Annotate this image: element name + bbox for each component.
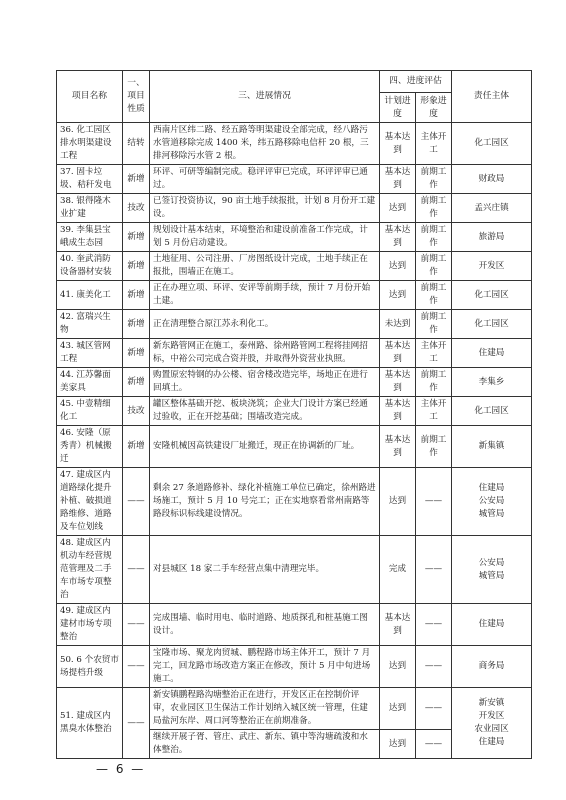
table-row bbox=[57, 688, 532, 730]
image-status: —— bbox=[416, 646, 452, 688]
progress-text: 安隆机械因高铁建设厂址搬迁，现正在协调新的厂址。 bbox=[150, 426, 380, 468]
progress-text: 新东路管网正在施工，泰州路、徐州路管网工程将挂网招标，中裕公司完成合资并股，并取得外资营业执照。 bbox=[150, 339, 380, 368]
plan-status: 达到 bbox=[380, 688, 416, 730]
table-row bbox=[57, 646, 532, 688]
progress-text: 对县城区 18 家二手车经营点集中清理完毕。 bbox=[150, 536, 380, 604]
project-nature: 新增 bbox=[123, 368, 150, 397]
table-row bbox=[57, 223, 532, 252]
header-evaluation: 四、进度评估 bbox=[380, 71, 452, 93]
plan-status: 达到 bbox=[380, 646, 416, 688]
table-row bbox=[57, 368, 532, 397]
project-name: 48. 建成区内机动车经营规范管理及二手车市场专项整治 bbox=[57, 536, 123, 604]
progress-text: 已签订投资协议，90 亩土地手续报批，计划 8 月份开工建设。 bbox=[150, 194, 380, 223]
project-nature: —— bbox=[123, 536, 150, 604]
project-nature: —— bbox=[123, 646, 150, 688]
page-number: — 6 — bbox=[96, 762, 146, 776]
progress-text: 继续开展子胥、管庄、武庄、新东、镇中等沟塘疏浚和水体整治。 bbox=[150, 730, 380, 759]
progress-text: 环评、可研等编制完成。稳评评审已完成，环评评审已通过。 bbox=[150, 165, 380, 194]
progress-text: 购置原宏特钢的办公楼、宿舍楼改造完毕，场地正在进行回填土。 bbox=[150, 368, 380, 397]
image-status: 前期工作 bbox=[416, 426, 452, 468]
owner: 公安局 城管局 bbox=[452, 536, 532, 604]
owner: 住建局 bbox=[452, 604, 532, 646]
owner: 新集镇 bbox=[452, 426, 532, 468]
plan-status: 达到 bbox=[380, 194, 416, 223]
plan-status: 达到 bbox=[380, 281, 416, 310]
project-nature: —— bbox=[123, 604, 150, 646]
progress-text: 正在办理立项、环评、安评等前期手续，预计 7 月份开始土建。 bbox=[150, 281, 380, 310]
plan-status: 完成 bbox=[380, 536, 416, 604]
plan-status: 基本达到 bbox=[380, 426, 416, 468]
plan-status: 基本达到 bbox=[380, 604, 416, 646]
image-status: —— bbox=[416, 730, 452, 759]
plan-status: 未达到 bbox=[380, 310, 416, 339]
table-row bbox=[57, 165, 532, 194]
owner: 李集乡 bbox=[452, 368, 532, 397]
project-name: 46. 安隆（原秀青）机械搬迁 bbox=[57, 426, 123, 468]
owner: 化工园区 bbox=[452, 123, 532, 165]
table-row bbox=[57, 339, 532, 368]
project-name: 40. 奎武消防设备器材安装 bbox=[57, 252, 123, 281]
project-name: 41. 康美化工 bbox=[57, 281, 123, 310]
header-progress: 三、进展情况 bbox=[150, 71, 380, 123]
project-name: 38. 银得隆木业扩建 bbox=[57, 194, 123, 223]
plan-status: 达到 bbox=[380, 468, 416, 536]
image-status: 前期工作 bbox=[416, 252, 452, 281]
progress-text: 规划设计基本结束，环境整治和建设前准备工作完成，计划 5 月份启动建设。 bbox=[150, 223, 380, 252]
table-row bbox=[57, 123, 532, 165]
project-name: 43. 城区管网工程 bbox=[57, 339, 123, 368]
plan-status: 达到 bbox=[380, 252, 416, 281]
image-status: 前期工作 bbox=[416, 310, 452, 339]
owner: 财政局 bbox=[452, 165, 532, 194]
image-status: 前期工作 bbox=[416, 368, 452, 397]
header-image: 形象进度 bbox=[416, 93, 452, 123]
image-status: 前期工作 bbox=[416, 223, 452, 252]
progress-text: 完成围墙、临时用电、临时道路、地质探孔和桩基施工图设计。 bbox=[150, 604, 380, 646]
table-row bbox=[57, 310, 532, 339]
header-plan: 计划进度 bbox=[380, 93, 416, 123]
table-row bbox=[57, 536, 532, 604]
project-nature: 新增 bbox=[123, 310, 150, 339]
owner: 住建局 bbox=[452, 339, 532, 368]
image-status: 主体开工 bbox=[416, 397, 452, 426]
owner: 住建局 公安局 城管局 bbox=[452, 468, 532, 536]
table-body bbox=[57, 123, 532, 759]
table-row bbox=[57, 252, 532, 281]
image-status: 主体开工 bbox=[416, 339, 452, 368]
project-nature: 新增 bbox=[123, 252, 150, 281]
progress-text: 剩余 27 条道路修补、绿化补植施工单位已确定，徐州路进场施工，预计 5 月 10 号完工；正在实地察看常州南路等路段标识标线建设情况。 bbox=[150, 468, 380, 536]
table-row bbox=[57, 468, 532, 536]
project-name: 49. 建成区内建材市场专项整治 bbox=[57, 604, 123, 646]
progress-text: 罐区整体基础开挖、板块浇筑；企业大门设计方案已经通过验收，正在开挖基础；围墙改造完成。 bbox=[150, 397, 380, 426]
project-nature: 技改 bbox=[123, 397, 150, 426]
image-status: —— bbox=[416, 536, 452, 604]
project-name: 37. 固卡垃圾、秸秆发电 bbox=[57, 165, 123, 194]
project-name: 36. 化工园区排水明渠建设工程 bbox=[57, 123, 123, 165]
owner: 化工园区 bbox=[452, 310, 532, 339]
owner: 商务局 bbox=[452, 646, 532, 688]
progress-text: 宝隆市场、聚龙肉贸城、鹏程路市场主体开工，预计 7 月完工，回龙路市场改造方案正在修改，预计 5 月中旬进场施工。 bbox=[150, 646, 380, 688]
progress-text: 西南片区纬二路、经五路等明渠建设全部完成，经八路污水管道移除完成 1400 米，纬五路移除电信杆 20 根，三排河移除污水管 2 根。 bbox=[150, 123, 380, 165]
header-project-nature: 一、项目性质 bbox=[123, 71, 150, 123]
project-name: 39. 李集县宝峨成生态园 bbox=[57, 223, 123, 252]
image-status: —— bbox=[416, 468, 452, 536]
project-nature: —— bbox=[123, 688, 150, 759]
project-nature: 新增 bbox=[123, 165, 150, 194]
plan-status: 基本达到 bbox=[380, 123, 416, 165]
image-status: 前期工作 bbox=[416, 281, 452, 310]
plan-status: 基本达到 bbox=[380, 397, 416, 426]
progress-text: 正在清理整合原江苏永利化工。 bbox=[150, 310, 380, 339]
image-status: —— bbox=[416, 604, 452, 646]
header-owner: 责任主体 bbox=[452, 71, 532, 123]
table-row bbox=[57, 397, 532, 426]
project-nature: 新增 bbox=[123, 223, 150, 252]
project-nature: 新增 bbox=[123, 281, 150, 310]
owner: 新安镇 开发区 农业园区 住建局 bbox=[452, 688, 532, 759]
progress-text: 土地征用、公司注册、厂房图纸设计完成，土地手续正在报批，围墙正在施工。 bbox=[150, 252, 380, 281]
plan-status: 基本达到 bbox=[380, 165, 416, 194]
project-nature: —— bbox=[123, 468, 150, 536]
plan-status: 基本达到 bbox=[380, 368, 416, 397]
project-nature: 新增 bbox=[123, 426, 150, 468]
plan-status: 达到 bbox=[380, 730, 416, 759]
owner: 旅游局 bbox=[452, 223, 532, 252]
owner: 开发区 bbox=[452, 252, 532, 281]
image-status: 前期工作 bbox=[416, 165, 452, 194]
project-name: 51. 建成区内黑臭水体整治 bbox=[57, 688, 123, 759]
project-name: 42. 富瑞兴生物 bbox=[57, 310, 123, 339]
project-name: 44. 江苏馨面美家具 bbox=[57, 368, 123, 397]
plan-status: 基本达到 bbox=[380, 339, 416, 368]
project-nature: 结转 bbox=[123, 123, 150, 165]
project-nature: 技改 bbox=[123, 194, 150, 223]
table-row bbox=[57, 426, 532, 468]
table-header bbox=[57, 71, 532, 123]
image-status: —— bbox=[416, 688, 452, 730]
table-row bbox=[57, 194, 532, 223]
header-project-name: 项目名称 bbox=[57, 71, 123, 123]
table-row bbox=[57, 604, 532, 646]
owner: 化工园区 bbox=[452, 281, 532, 310]
progress-text: 新安镇鹏程路沟塘整治正在进行，开发区正在控制价评审，农业园区卫生保洁工作计划纳入城区统一管理，住建局盐河东岸、周口河等整治正在前期准备。 bbox=[150, 688, 380, 730]
plan-status: 基本达到 bbox=[380, 223, 416, 252]
owner: 孟兴庄镇 bbox=[452, 194, 532, 223]
image-status: 前期工作 bbox=[416, 194, 452, 223]
owner: 化工园区 bbox=[452, 397, 532, 426]
project-name: 45. 中壹精细化工 bbox=[57, 397, 123, 426]
project-name: 47. 建成区内道路绿化提升补植、破损道路维修、道路及车位划线 bbox=[57, 468, 123, 536]
project-nature: 新增 bbox=[123, 339, 150, 368]
project-name: 50. 6 个农贸市场提档升级 bbox=[57, 646, 123, 688]
table-row bbox=[57, 281, 532, 310]
image-status: 主体开工 bbox=[416, 123, 452, 165]
progress-table bbox=[56, 70, 532, 759]
